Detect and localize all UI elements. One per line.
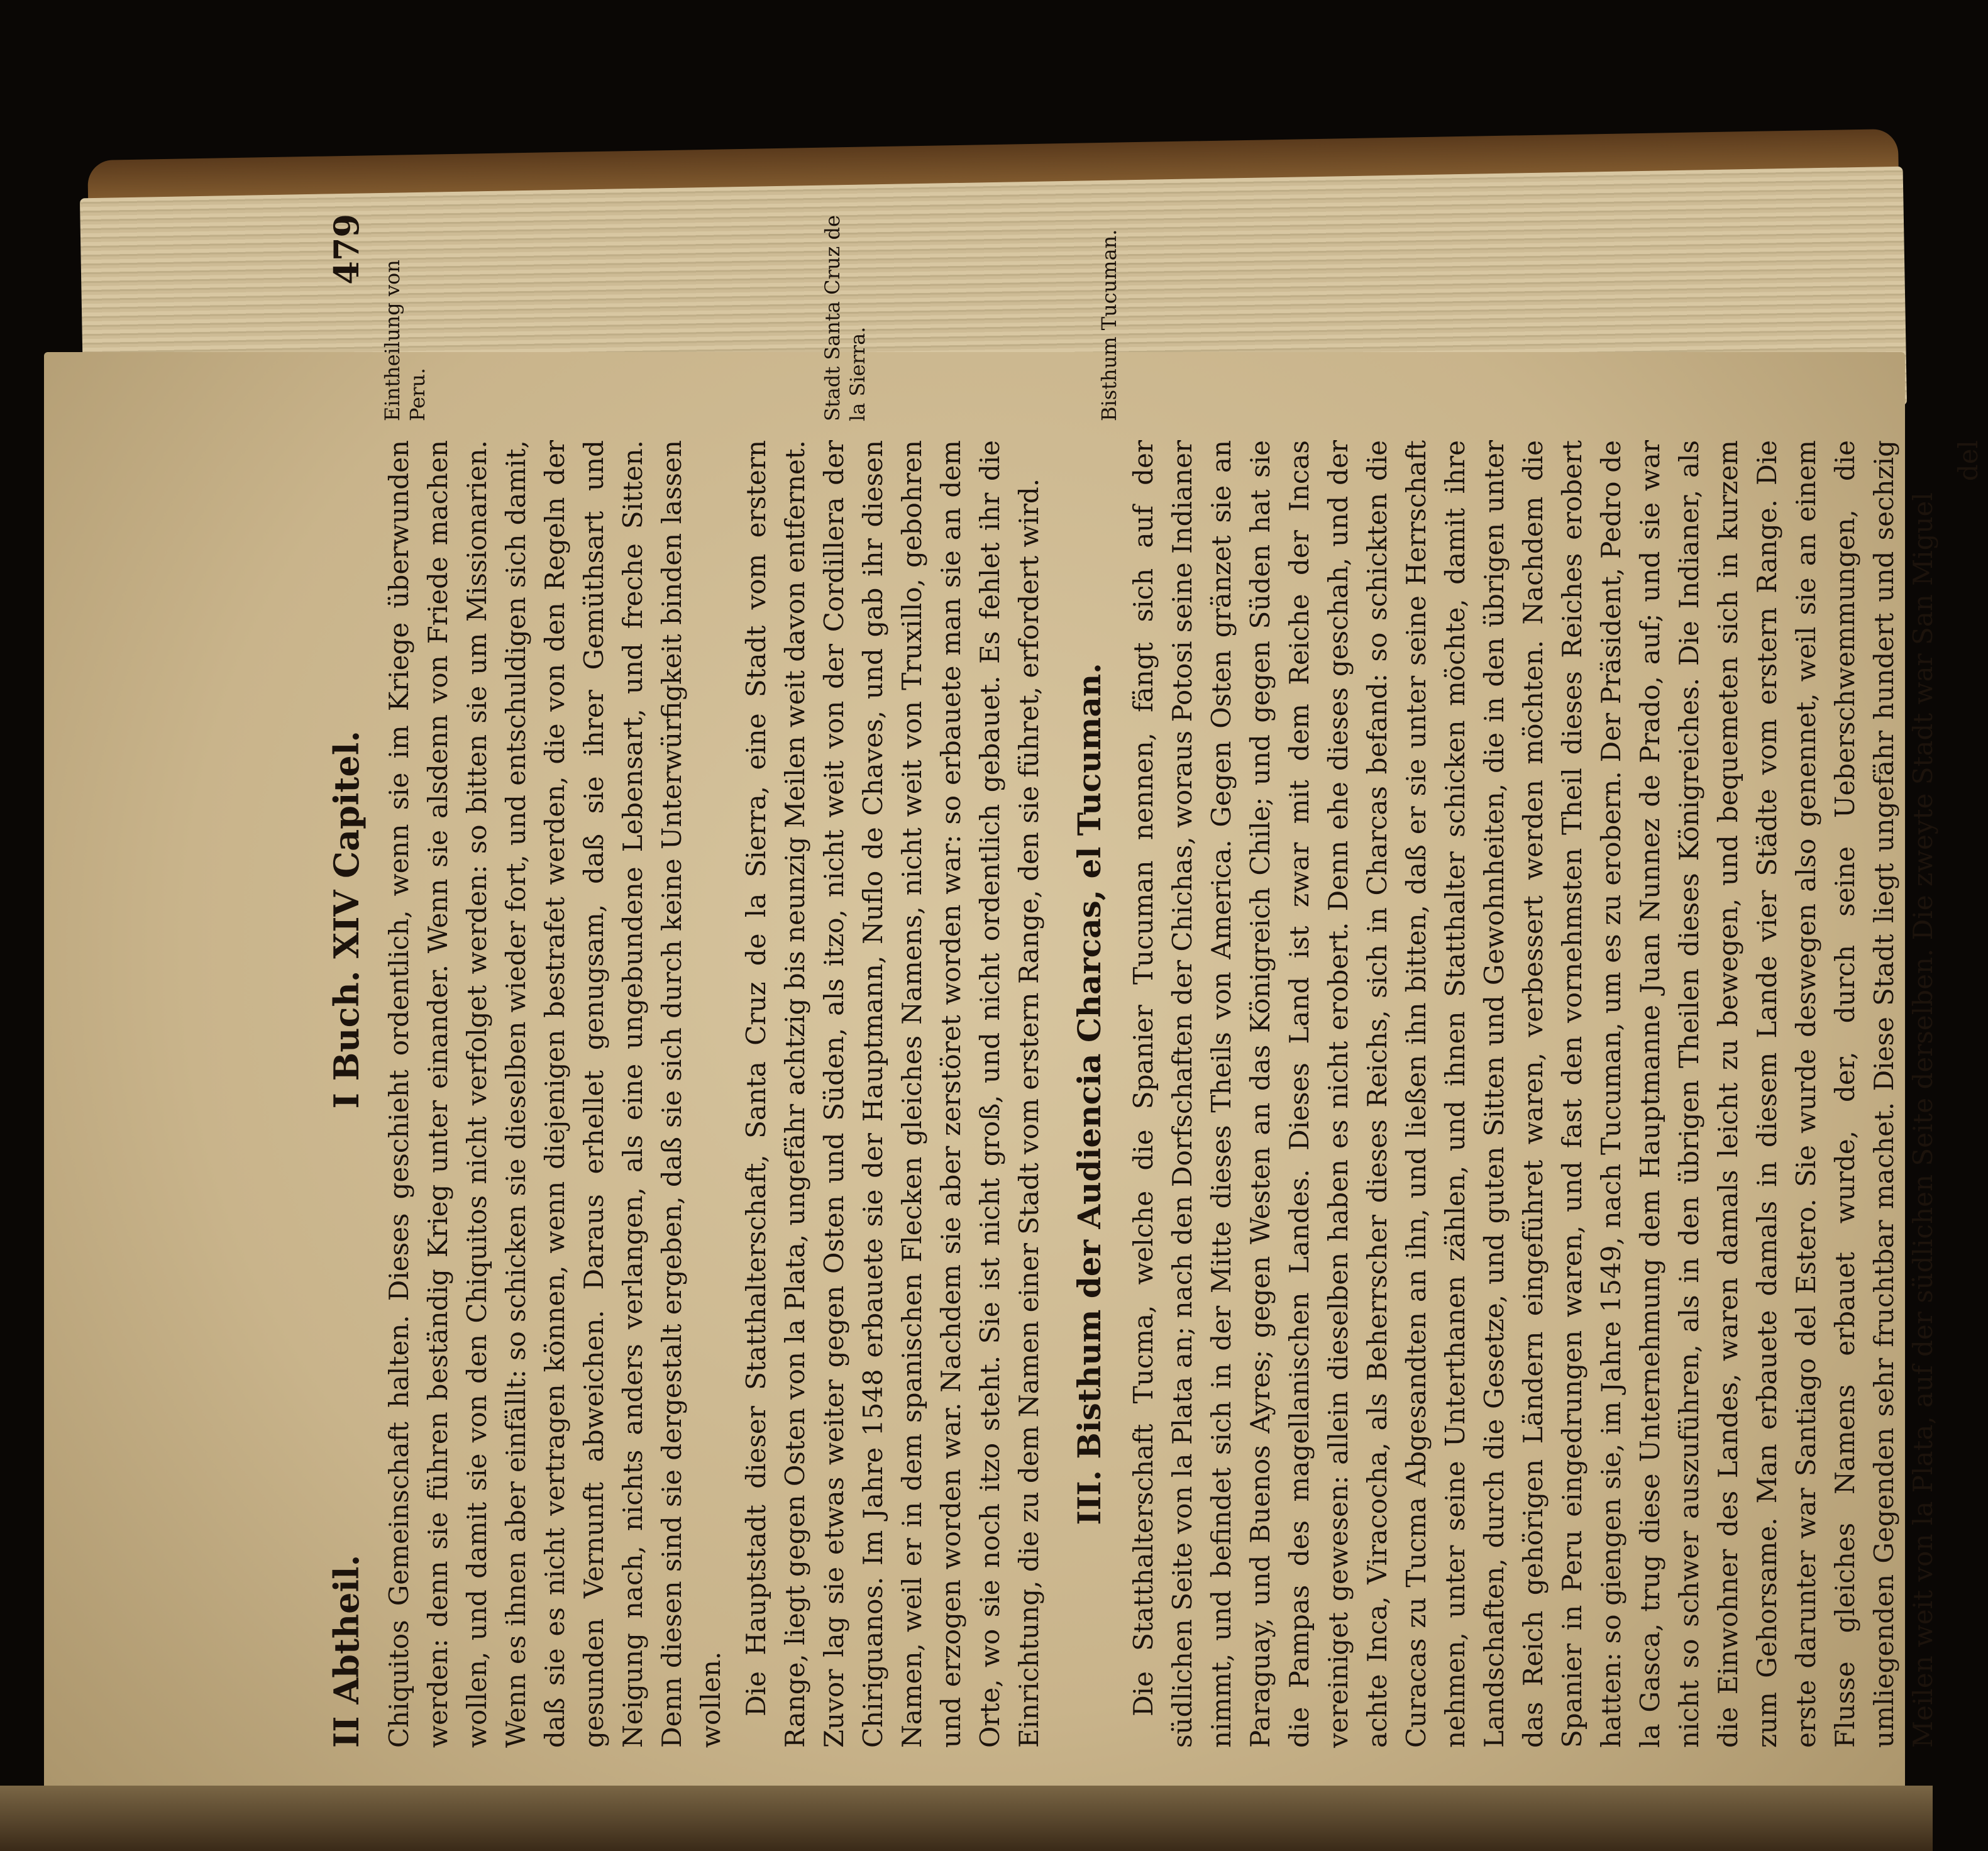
book-gutter [0,1786,1933,1851]
page-number: 479 [326,214,367,285]
paragraph-1: Chiquitos Gemeinschaft halten. Dieses geschieht ordentlich, wenn sie im Kriege überwunden werden: denn sie führen beständig Krieg unter einander. Wenn sie alsdenn von Friede machen wollen, und damit sie von den Chiquitos nicht verfolget werden: so bitten sie um Missionarien. Wenn es ihnen aber einfällt: so schicken sie dieselben wieder fort, und entschuldigen sich damit, daß sie es nicht vertragen können, wenn diejenigen bestrafet werden, die von den Regeln der gesunden Vernunft abweichen. Daraus erhellet genugsam, daß sie ihrer Gemüthsart und Neigung nach, nichts anders verlangen, als eine ungebundene Lebensart, und freche Sitten. Denn diesen sind sie dergestalt ergeben, daß sie sich durch keine Unterwürfigkeit binden lassen wollen. [384,440,726,1748]
running-head-left: II Abtheil. [326,1554,367,1748]
marginal-note-1: Eintheilung von Peru. [380,260,429,421]
margin-column [380,214,1988,421]
marginal-note-3: Bisthum Tucuman. [1097,229,1121,421]
body-column [380,440,1988,1748]
marginal-note-2: Stadt Santa Cruz de la Sierra. [820,215,870,421]
running-head-title: I Buch. XIV Capitel. [326,730,367,1109]
paragraph-2: Die Hauptstadt dieser Statthalterschaft, Santa Cruz de la Sierra, eine Stadt vom erstern Range, liegt gegen Osten von la Plata, ungefähr achtzig bis neunzig Meilen weit davon entfernet. Zuvor lag sie etwas weiter gegen Osten und Süden, als itzo, nicht weit von der Cordillera der Chiriguanos. Im Jahre 1548 erbauete sie der Hauptmann, Nuflo de Chaves, und gab ihr diesen Namen, weil er in dem spanischen Flecken gleiches Namens, nicht weit von Truxillo, gebohren und erzogen worden war. Nachdem sie aber zerstöret worden war: so erbauete man sie an dem Orte, wo sie noch itzo steht. Sie ist nicht groß, und nicht ordentlich gebauet. Es fehlet ihr die Einrichtung, die zu dem Namen einer Stadt vom erstern Range, den sie führet, erfordert wird. [741,440,1044,1748]
paragraph-3: Die Statthalterschaft Tucma, welche die Spanier Tucuman nennen, fängt sich auf der südlichen Seite von la Plata an; nach den Dorfschaften der Chichas, woraus Potosi seine Indianer nimmt, und befindet sich in der Mitte dieses Theils von America. Gegen Osten gränzet sie an Paraguay, und Buenos Ayres; gegen Westen an das Königreich Chile; und gegen Süden hat sie die Pampas des magellanischen Landes. Dieses Land ist zwar mit dem Reiche der Incas vereiniget gewesen: allein dieselben haben es nicht erobert. Denn ehe dieses geschah, und der achte Inca, Viracocha, als Beherrscher dieses Reichs, sich in Charcas befand: so schickten die Curacas zu Tucma Abgesandten an ihn, und ließen ihn bitten, daß er sie unter seine Herrschaft nehmen, unter seine Unterthanen zählen, und ihnen Statthalter schicken möchte, damit ihre Landschaften, durch die Gesetze, und guten Sitten und Gewohnheiten, die in den übrigen unter das Reich gehörigen Ländern eingeführet waren, verbessert werden möchten. Nachdem die Spanier in Peru eingedrungen waren, und fast den vornehmsten Theil dieses Reiches erobert hatten: so giengen sie, im Jahre 1549, nach Tucuman, um es zu erobern. Der Präsident, Pedro de la Gasca, trug diese Unternehmung dem Hauptmanne Juan Nunnez de Prado, auf; und sie war nicht so schwer auszuführen, als in den übrigen Theilen dieses Königreiches. Die Indianer, als die Einwohner des Landes, waren damals leicht zu bewegen, und bequemeten sich in kurzem zum Gehorsame. Man erbauete damals in diesem Lande vier Städte vom erstern Range. Die erste darunter war Santiago del Estero. Sie wurde deswegen also genennet, weil sie an einem Flusse gleiches Namens erbauet wurde, der, durch seine Ueberschwemmungen, die umliegenden Gegenden sehr fruchtbar machet. Diese Stadt liegt ungefähr hundert und sechzig Meilen weit von la Plata, auf der südlichen Seite derselben. Die zweyte Stadt war San Miguel [1128,440,1938,1748]
catchword: del [1953,440,1984,482]
page-content [380,214,1988,1748]
page-text-block [326,214,1984,1748]
section-heading: III. Bisthum der Audiencia Charcas, el Tucuman. [1071,663,1108,1525]
running-head [327,214,366,1748]
